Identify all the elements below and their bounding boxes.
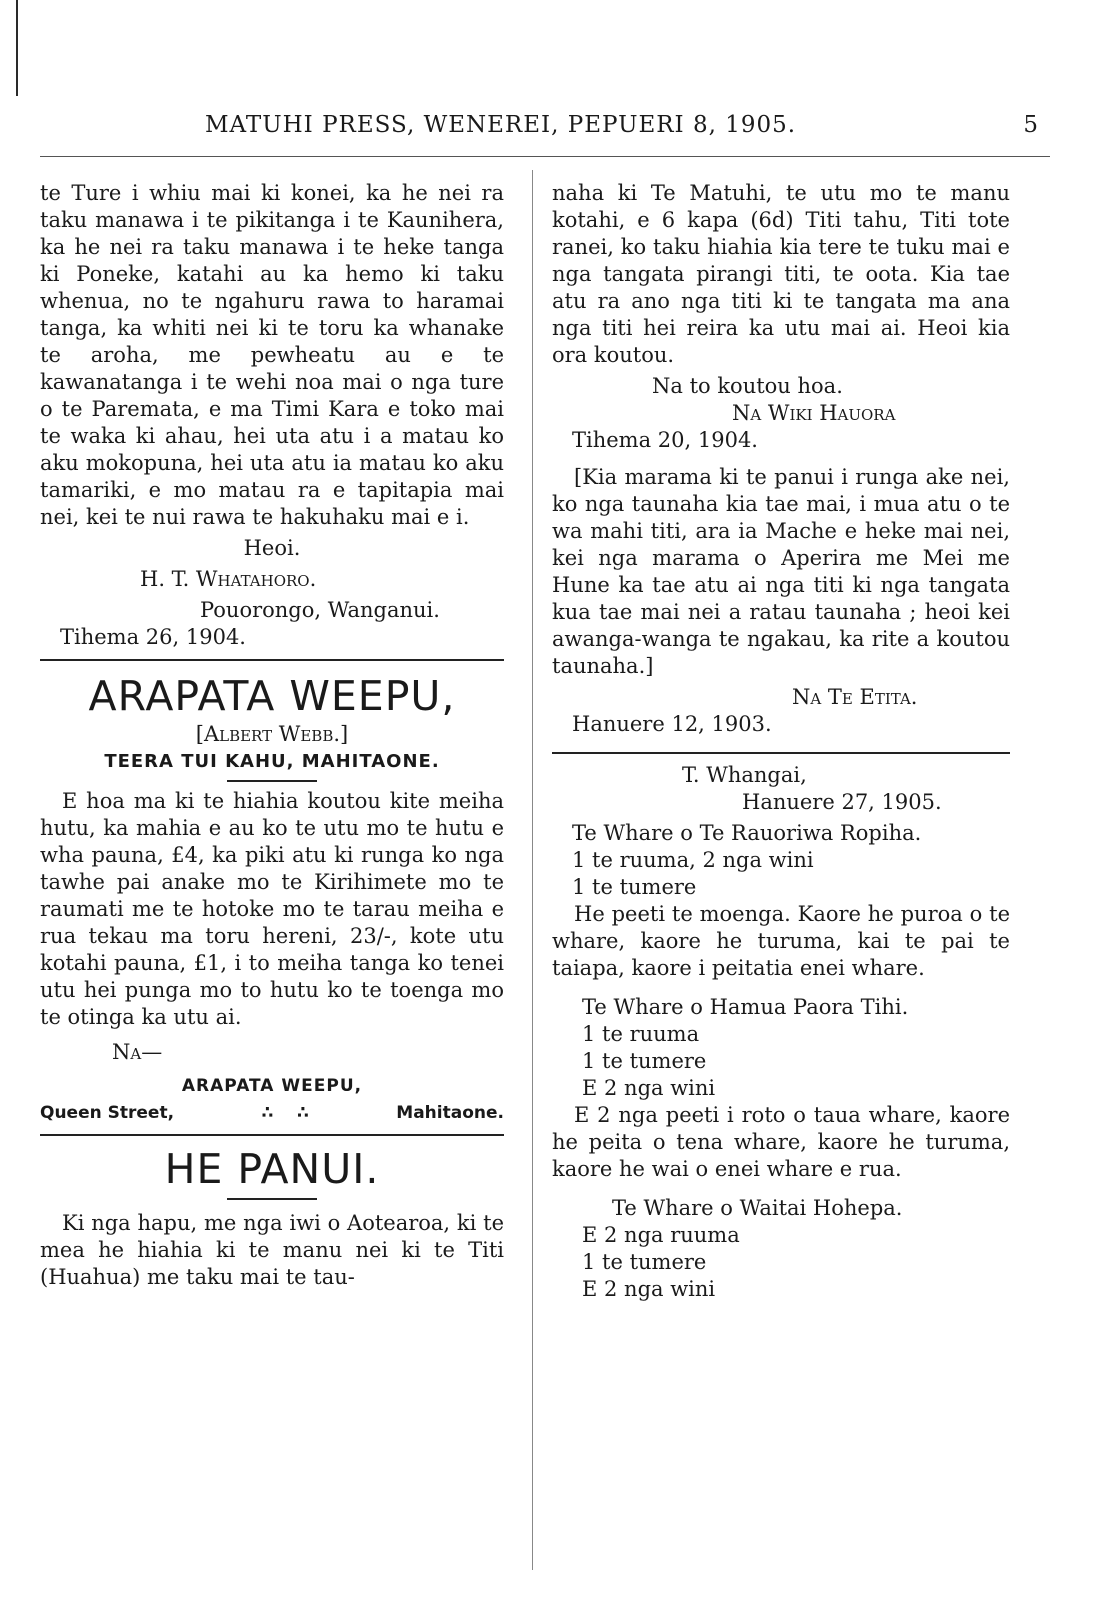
right-column xyxy=(552,180,1010,1303)
letter-continuation: te Ture i whiu mai ki konei, ka he nei ra taku manawa i te pikitanga i te Kaunihera, ka he nei ra taku manawa i te heke tanga ki Poneke, katahi au ka hemo ki taku whenua, no te ngahuru rawa to haramai tanga, ka whiti nei ki te toru ka whanake te aroha, me pewheatu au e te kawanatanga i te wehi noa mai o nga ture o te Paremata, e ma Timi Kara e toko mai te waka ki ahau, hei uta atu i a matau ko aku mokopuna, hei uta atu ia matau ko aku tamariki, e mo matau ra e tapitapia mai nei, kei te nui rawa te hakuhaku mai e i. xyxy=(40,181,504,529)
report-place: T. Whangai, xyxy=(682,763,807,787)
letter-place: Pouorongo, Wanganui. xyxy=(200,598,440,622)
house2-line1: 1 te ruuma xyxy=(582,1022,700,1046)
section-rule xyxy=(40,659,504,661)
editor-note: [Kia marama ki te panui i runga ake nei, ko nga taunaha kia tae mai, i mua atu o te wa mahi titi, ara ia Mache e heke mai nei, kei nga marama o Aperira me Mei me Hune ka tae atu ai nga titi ki nga tangata kua tae mai nei a ratau taunaha ; heoi kei awanga-wanga te ngakau, ka rite a koutou taunaha.] xyxy=(552,465,1010,678)
left-column xyxy=(40,180,504,1291)
ad-dots xyxy=(261,1100,308,1126)
ad-dots-2: ∴ xyxy=(297,1103,309,1123)
house1-line1: 1 te ruuma, 2 nga wini xyxy=(572,848,814,872)
ad-sender: ARAPATA WEEPU, xyxy=(181,1076,363,1096)
column-divider xyxy=(532,170,533,1570)
masthead-title: MATUHI PRESS, WENEREI, PEPUERI 8, 1905. xyxy=(205,112,797,138)
panui-closing: Na to koutou hoa. xyxy=(652,374,843,398)
ad-headline: ARAPATA WEEPU, xyxy=(88,672,456,720)
ad-na: Na— xyxy=(112,1040,163,1064)
ad-address-row xyxy=(40,1100,504,1126)
editor-signature: Na Te Etita. xyxy=(792,685,918,709)
ad-dots-1: ∴ xyxy=(261,1103,274,1123)
panui-headline: HE PANUI. xyxy=(164,1145,380,1193)
header-rule xyxy=(40,156,1050,157)
panui-short-rule xyxy=(227,1198,317,1200)
panui-body: Ki nga hapu, me nga iwi o Aotearoa, ki te mea he hiahia ki te manu nei ki te Titi (Huahua) me taku mai te tau- xyxy=(40,1211,504,1289)
house1-title: Te Whare o Te Rauoriwa Ropiha. xyxy=(572,821,922,845)
letter-signature: H. T. Whatahoro. xyxy=(140,567,317,591)
house3-line3: E 2 nga wini xyxy=(582,1277,716,1301)
ad-short-rule xyxy=(227,780,317,782)
house2-desc: E 2 nga peeti i roto o taua whare, kaore he peita o tena whare, kaore he turuma, kaore he wai o enei whare e rua. xyxy=(552,1103,1010,1181)
editor-date: Hanuere 12, 1903. xyxy=(572,712,772,736)
house2-line3: E 2 nga wini xyxy=(582,1076,716,1100)
house3-title: Te Whare o Waitai Hohepa. xyxy=(612,1196,903,1220)
page-number: 5 xyxy=(1023,112,1038,138)
ad-town: Mahitaone. xyxy=(396,1103,504,1123)
panui-date: Tihema 20, 1904. xyxy=(572,428,758,452)
ad-body: E hoa ma ki te hiahia koutou kite meiha hutu, ka mahia e au ko te utu mo te hutu e wha pauna, £4, ka piki atu ki runga ko nga tawhe pai anake mo te Kirihimete mo te raumati me te hotoke mo te tarau meiha e rua tekau ma toru hereni, 23/-, kote utu kotahi pauna, £1, i to meiha tanga ko tenei utu hei punga mo to hutu ko te toenga mo te otinga ka utu ai. xyxy=(40,789,504,1029)
house1-line2: 1 te tumere xyxy=(572,875,697,899)
section-rule xyxy=(40,1134,504,1136)
margin-rule xyxy=(16,0,18,96)
panui-signature: Na Wiki Hauora xyxy=(732,401,896,425)
report-date: Hanuere 27, 1905. xyxy=(742,790,942,814)
house2-line2: 1 te tumere xyxy=(582,1049,707,1073)
house3-line1: E 2 nga ruuma xyxy=(582,1223,740,1247)
ad-tagline: TEERA TUI KAHU, MAHITAONE. xyxy=(104,751,440,772)
house3-line2: 1 te tumere xyxy=(582,1250,707,1274)
house1-desc: He peeti te moenga. Kaore he puroa o te whare, kaore he turuma, kai te pai te taiapa, kaore i peitatia enei whare. xyxy=(552,902,1010,980)
page-header xyxy=(40,112,1050,146)
letter-heoi: Heoi. xyxy=(243,536,301,560)
house2-title: Te Whare o Hamua Paora Tihi. xyxy=(582,995,909,1019)
ad-subhead: [Albert Webb.] xyxy=(195,722,349,746)
panui-continuation: naha ki Te Matuhi, te utu mo te manu kotahi, e 6 kapa (6d) Titi tahu, Titi tote ranei, ko taku hiahia kia tere te tuku mai e nga tangata pirangi titi, te oota. Kia tae atu ra ano nga titi ki te tangata ma ana nga titi hei reira ka utu mai ai. Heoi kia ora koutou. xyxy=(552,181,1010,367)
section-rule xyxy=(552,752,1010,754)
letter-date: Tihema 26, 1904. xyxy=(60,625,246,649)
ad-street: Queen Street, xyxy=(40,1103,175,1123)
